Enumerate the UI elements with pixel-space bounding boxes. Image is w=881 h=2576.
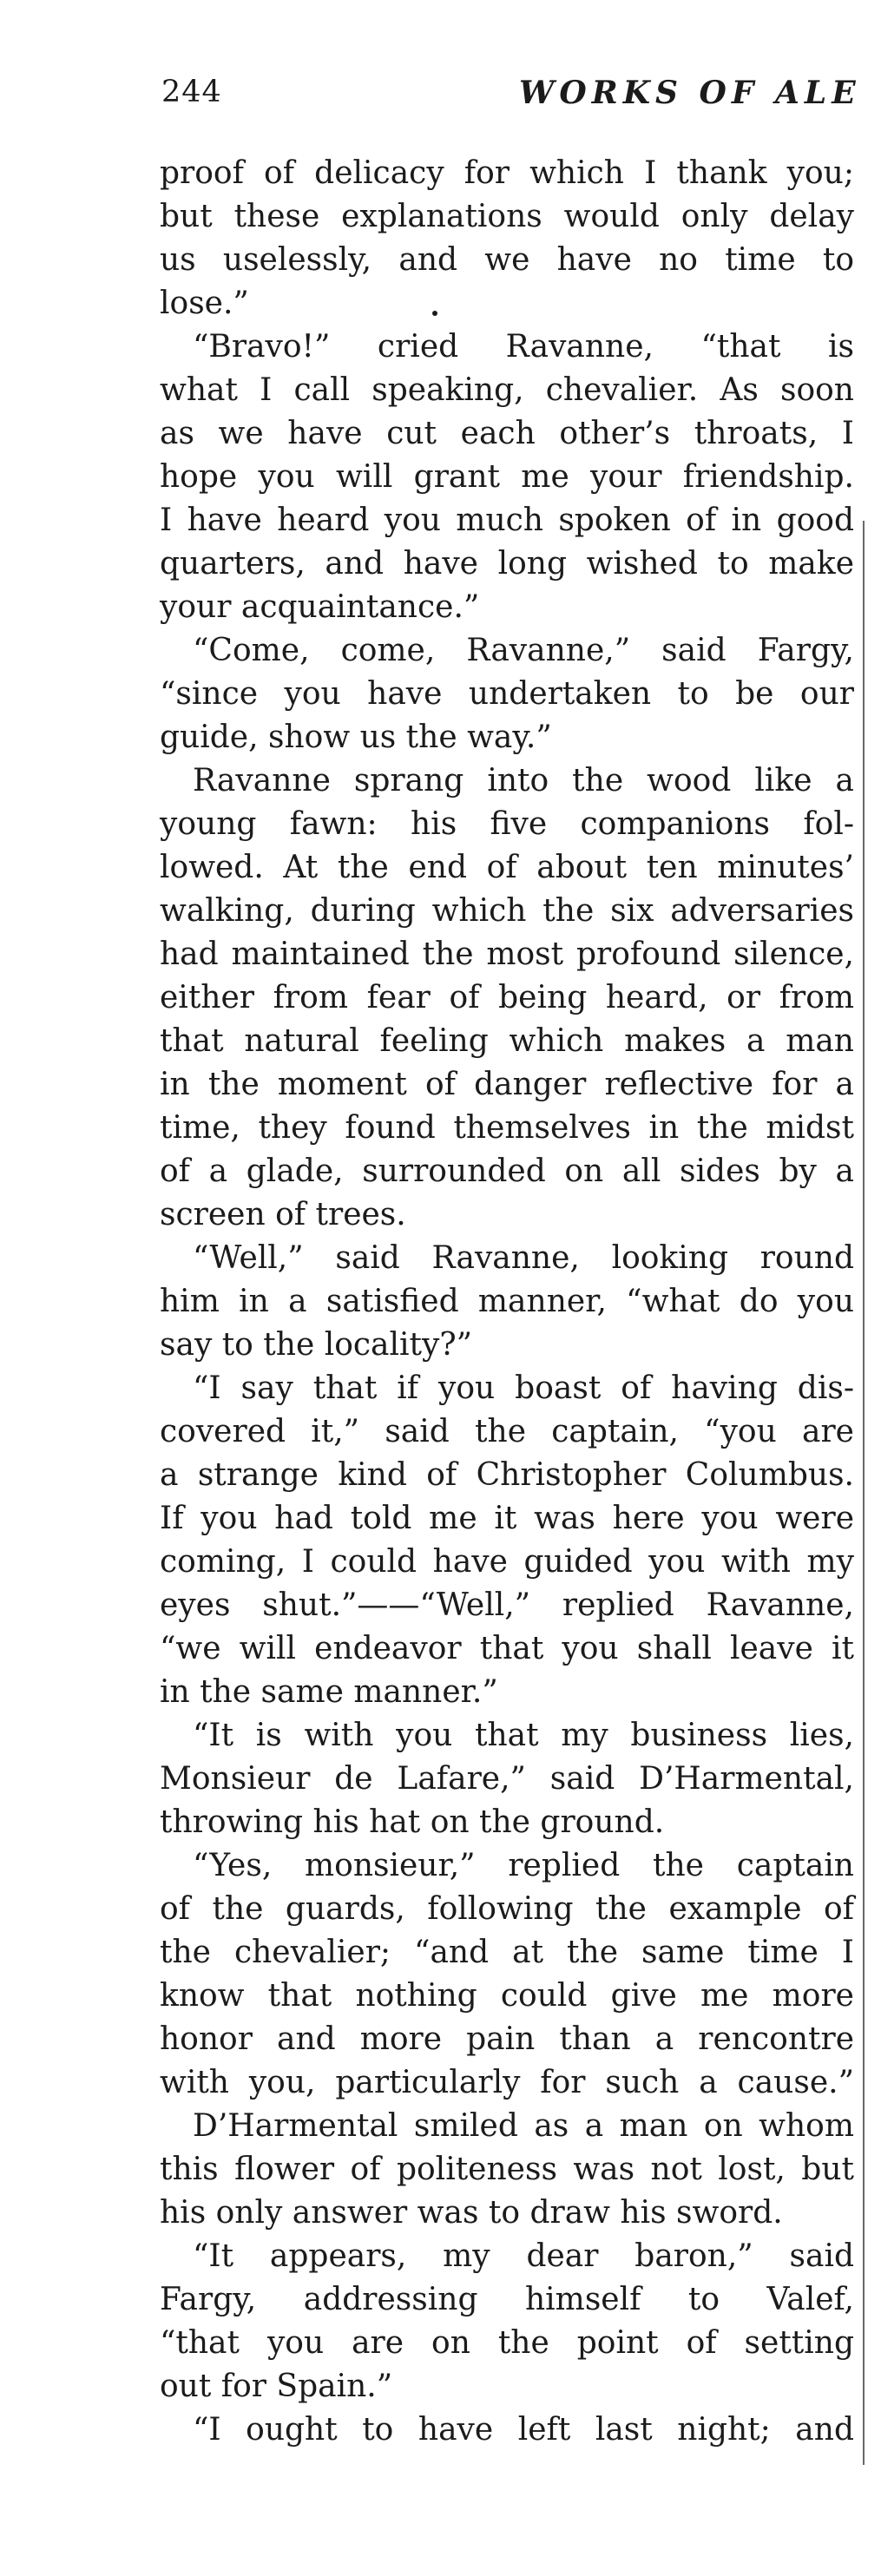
text-line: the chevalier; “and at the same time I bbox=[160, 1935, 854, 1970]
column-rule bbox=[863, 521, 865, 2465]
text-line: with you, particularly for such a cause.” bbox=[160, 2065, 854, 2100]
text-line: D’Harmental smiled as a man on whom bbox=[193, 2108, 854, 2144]
text-line: Fargy, addressing himself to Valef, bbox=[160, 2282, 854, 2317]
text-line: as we have cut each other’s throats, I bbox=[160, 416, 854, 451]
text-line: “I ought to have left last night; and bbox=[193, 2412, 854, 2448]
text-line: “that you are on the point of setting bbox=[160, 2325, 854, 2361]
text-line: us uselessly, and we have no time to bbox=[160, 242, 854, 278]
text-line: but these explanations would only delay bbox=[160, 199, 854, 234]
page-header bbox=[0, 68, 881, 120]
text-line: “It is with you that my business lies, bbox=[193, 1718, 854, 1753]
text-line: throwing his hat on the ground. bbox=[160, 1804, 665, 1840]
text-line: either from fear of being heard, or from bbox=[160, 980, 854, 1015]
text-line: of a glade, surrounded on all sides by a bbox=[160, 1153, 854, 1189]
page-number: 244 bbox=[161, 75, 222, 109]
text-line: I have heard you much spoken of in good bbox=[160, 503, 854, 538]
text-line: quarters, and have long wished to make bbox=[160, 546, 854, 582]
text-line: his only answer was to draw his sword. bbox=[160, 2195, 783, 2231]
text-line: young fawn: his five companions fol- bbox=[160, 806, 854, 842]
text-line: “It appears, my dear baron,” said bbox=[193, 2238, 854, 2274]
text-line: hope you will grant me your friendship. bbox=[160, 459, 854, 495]
text-line: had maintained the most profound silence, bbox=[160, 936, 854, 972]
text-line: walking, during which the six adversaries bbox=[160, 893, 854, 929]
text-line: in the moment of danger reflective for a bbox=[160, 1067, 854, 1102]
text-line: say to the locality?” bbox=[160, 1327, 473, 1363]
text-line: “Yes, monsieur,” replied the captain bbox=[193, 1848, 854, 1883]
text-line: in the same manner.” bbox=[160, 1674, 498, 1710]
text-line: Monsieur de Lafare,” said D’Harmental, bbox=[160, 1761, 854, 1797]
text-line: screen of trees. bbox=[160, 1197, 406, 1232]
text-line: him in a satisfied manner, “what do you bbox=[160, 1284, 854, 1319]
body-text bbox=[160, 152, 854, 2452]
text-line: a strange kind of Christopher Columbus. bbox=[160, 1457, 854, 1493]
text-line: “Well,” said Ravanne, looking round bbox=[193, 1240, 854, 1276]
text-line: of the guards, following the example of bbox=[160, 1891, 854, 1927]
text-line: lowed. At the end of about ten minutes’ bbox=[160, 850, 854, 885]
text-line: eyes shut.”——“Well,” replied Ravanne, bbox=[160, 1587, 854, 1623]
text-line: “Come, come, Ravanne,” said Fargy, bbox=[193, 633, 854, 668]
text-line: coming, I could have guided you with my bbox=[160, 1544, 854, 1580]
text-line: that natural feeling which makes a man bbox=[160, 1023, 854, 1059]
text-line: “since you have undertaken to be our bbox=[160, 676, 854, 712]
text-line: out for Spain.” bbox=[160, 2369, 393, 2404]
text-line: what I call speaking, chevalier. As soon bbox=[160, 372, 854, 408]
text-line: your acquaintance.” bbox=[160, 589, 480, 625]
text-line: “I say that if you boast of having dis- bbox=[193, 1370, 854, 1406]
text-line: time, they found themselves in the midst bbox=[160, 1110, 854, 1146]
text-line: proof of delicacy for which I thank you; bbox=[160, 155, 854, 191]
text-line: “we will endeavor that you shall leave it bbox=[160, 1631, 854, 1666]
text-line: “Bravo!” cried Ravanne, “that is bbox=[193, 329, 854, 365]
text-line: Ravanne sprang into the wood like a bbox=[193, 763, 854, 798]
text-line: honor and more pain than a rencontre bbox=[160, 2021, 854, 2057]
text-line: If you had told me it was here you were bbox=[160, 1501, 854, 1536]
text-line: know that nothing could give me more bbox=[160, 1978, 854, 2014]
text-line: lose.” bbox=[160, 286, 249, 321]
text-line: guide, show us the way.” bbox=[160, 720, 552, 755]
text-line: this flower of politeness was not lost, but bbox=[160, 2152, 854, 2187]
running-title: WORKS OF ALE bbox=[519, 75, 861, 111]
text-line: covered it,” said the captain, “you are bbox=[160, 1414, 854, 1449]
